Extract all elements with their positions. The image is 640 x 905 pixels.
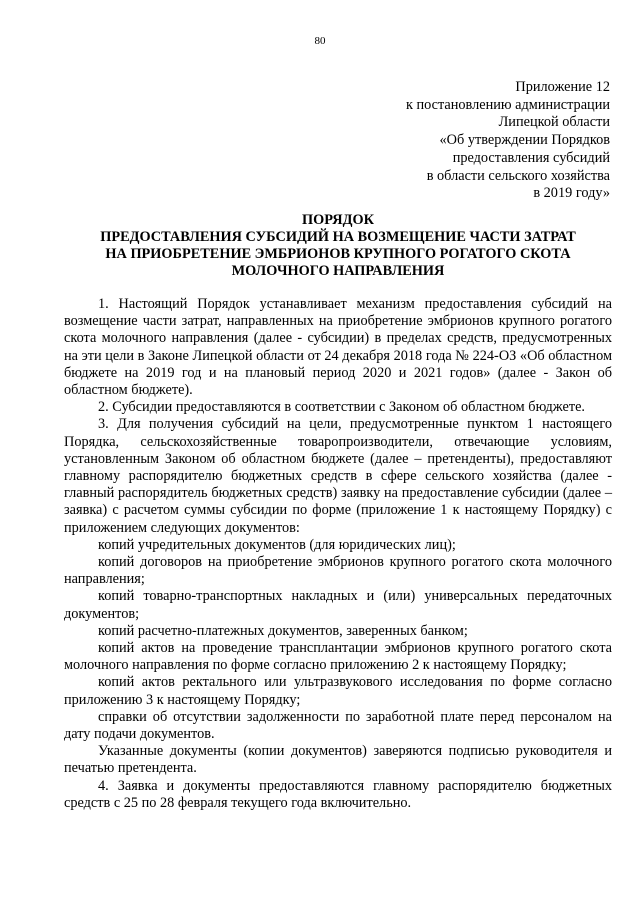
appendix-line: предоставления субсидий <box>452 149 610 166</box>
appendix-line: Приложение 12 <box>515 79 610 95</box>
paragraph-4: 4. Заявка и документы предоставляются главному распорядителю бюджетных средств с 25 по 28 февраля текущего года включительно. <box>64 777 612 811</box>
title-line: НА ПРИОБРЕТЕНИЕ ЭМБРИОНОВ КРУПНОГО РОГАТОГО СКОТА <box>105 246 571 262</box>
document-title <box>64 212 612 280</box>
appendix-line: к постановлению администрации <box>405 96 610 113</box>
list-item-exam-acts: копий актов ректального или ультразвукового исследования по форме согласно приложению 3 к настоящему Порядку; <box>64 674 612 708</box>
title-line: ПРЕДОСТАВЛЕНИЯ СУБСИДИЙ НА ВОЗМЕЩЕНИЕ ЧАСТИ ЗАТРАТ <box>100 229 576 245</box>
paragraph-1: 1. Настоящий Порядок устанавливает механизм предоставления субсидий на возмещение части затрат, направленных на приобретение эмбрионов крупного рогатого скота молочного направления (далее - субсидии) в пределах средств, предусмотренных на эти цели в Законе Липецкой области от 24 декабря 2018 года № 224-ОЗ «Об областном бюджете на 2019 год и на плановый период 2020 и 2021 годов» (далее - Закон об областном бюджете). <box>64 296 612 399</box>
page-number: 80 <box>314 35 326 47</box>
list-item-payment-docs: копий расчетно-платежных документов, заверенных банком; <box>98 622 468 639</box>
appendix-line: в 2019 году» <box>533 185 610 202</box>
list-item-contracts: копий договоров на приобретение эмбрионов крупного рогатого скота молочного направления; <box>64 554 612 588</box>
list-item-salary-certificate: справки об отсутствии задолженности по заработной плате перед персоналом на дату подачи документов. <box>64 708 612 743</box>
list-item-transplant-acts: копий актов на проведение трансплантации эмбрионов крупного рогатого скота молочного направления по форме согласно приложению 2 к настоящему Порядку; <box>64 640 612 674</box>
appendix-line: Липецкой области <box>498 114 610 131</box>
appendix-line: «Об утверждении Порядков <box>439 132 610 149</box>
title-line: ПОРЯДОК <box>302 212 374 228</box>
title-line: МОЛОЧНОГО НАПРАВЛЕНИЯ <box>231 263 445 279</box>
paragraph-2: 2. Субсидии предоставляются в соответствии с Законом об областном бюджете. <box>98 399 586 416</box>
document-body <box>64 296 612 812</box>
appendix-line: в области сельского хозяйства <box>426 167 610 184</box>
paragraph-3: 3. Для получения субсидий на цели, предусмотренные пунктом 1 настоящего Порядка, сельскохозяйственные товаропроизводители, отвечающие условиям, установленным Законом об областном бюджете (далее – претенденты), предоставляют главному распорядителю бюджетных средств в сфере сельского хозяйства (далее - главный распорядитель бюджетных средств) заявку на предоставление субсидии (далее – заявка) с расчетом суммы субсидии по форме (приложение 1 к настоящему Порядку) с приложением следующих документов: <box>64 416 612 536</box>
appendix-header <box>290 79 610 203</box>
list-item-waybills: копий товарно-транспортных накладных и (или) универсальных передаточных документов; <box>64 588 612 622</box>
list-item-founding-docs: копий учредительных документов (для юридических лиц); <box>98 536 456 553</box>
paragraph-certification: Указанные документы (копии документов) заверяются подписью руководителя и печатью претендента. <box>64 743 612 777</box>
